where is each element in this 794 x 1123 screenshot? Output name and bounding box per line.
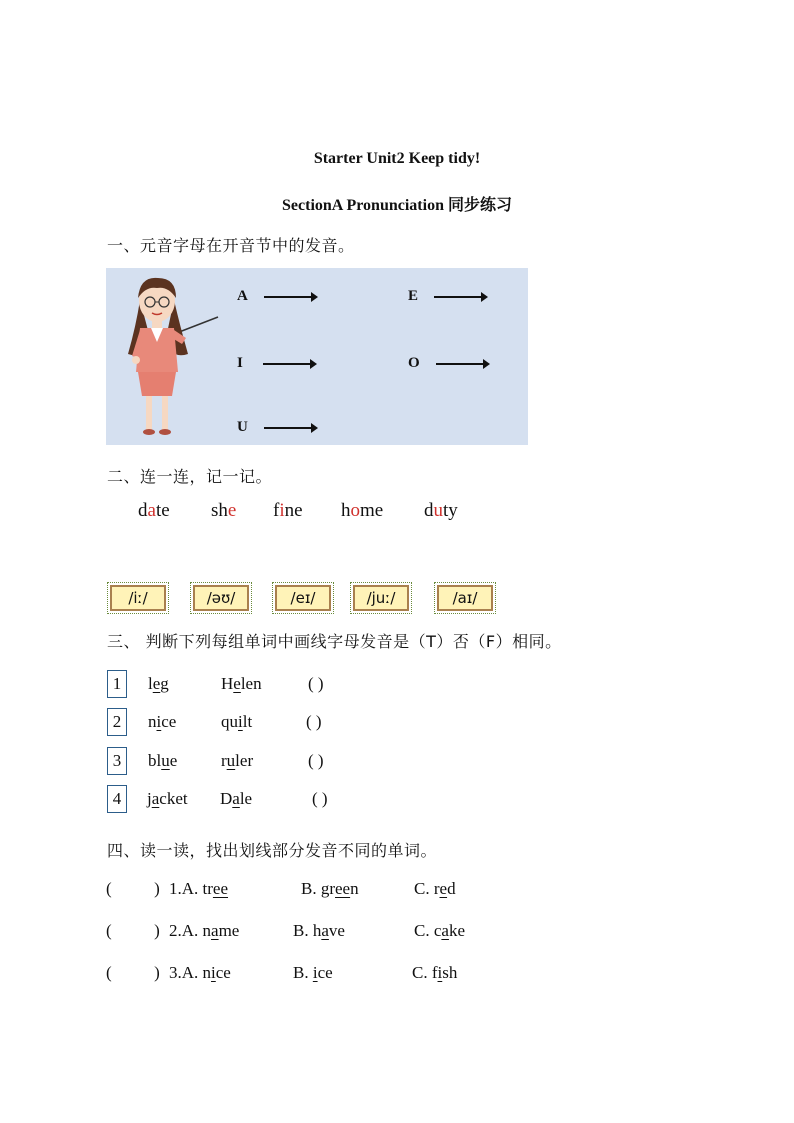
vowel-a: A [237, 288, 248, 304]
item4-word1: jacket [147, 789, 188, 808]
word-she: she [211, 500, 237, 521]
item2-word1: nice [148, 712, 177, 731]
item3-word1: blue [148, 751, 178, 770]
question2-option-a: 2.A. name [169, 921, 240, 940]
section3-heading: 三、 判断下列每组单词中画线字母发音是（T）否（F）相同。 [107, 632, 562, 651]
answer-blank[interactable]: ( ) [306, 712, 322, 731]
vowel-row-a [237, 288, 316, 305]
vowel-panel [106, 268, 528, 445]
phonetic-card[interactable]: /aɪ/ [437, 585, 493, 611]
item4-word2: Dale [220, 789, 253, 808]
vowel-o: O [408, 355, 420, 371]
item-number-box: 2 [107, 708, 127, 736]
phonetic-card[interactable]: /juː/ [353, 585, 409, 611]
page-title: Starter Unit2 Keep tidy! [313, 150, 481, 167]
question2-option-b: B. have [293, 921, 345, 940]
answer-blank[interactable]: ( ) [106, 963, 160, 982]
answer-blank[interactable]: ( ) [106, 921, 160, 940]
vowel-row-o [408, 355, 488, 372]
section1-heading: 一、元音字母在开音节中的发音。 [107, 236, 355, 255]
word-duty: duty [424, 500, 458, 521]
arrow-icon [434, 296, 486, 298]
section2-heading: 二、连一连，记一记。 [107, 467, 273, 486]
vowel-row-i [237, 355, 315, 372]
vowel-row-u [237, 419, 316, 436]
vowel-e: E [408, 288, 419, 304]
item-number-box: 4 [107, 785, 127, 813]
answer-blank[interactable]: ( ) [308, 751, 324, 770]
phonetic-card[interactable]: /eɪ/ [275, 585, 331, 611]
item2-word2: quilt [221, 712, 253, 731]
vowel-i: I [237, 355, 243, 371]
question2-option-c: C. cake [414, 921, 465, 940]
word-fine: fine [273, 500, 303, 521]
vowel-u: U [237, 419, 248, 435]
teacher-illustration [106, 268, 226, 445]
answer-blank[interactable]: ( ) [312, 789, 328, 808]
section4-heading: 四、读一读，找出划线部分发音不同的单词。 [107, 841, 438, 860]
question1-option-c: C. red [414, 879, 456, 898]
question3-option-c: C. fish [412, 963, 458, 982]
answer-blank[interactable]: ( ) [308, 674, 324, 693]
word-date: date [138, 500, 170, 521]
question3-option-a: 3.A. nice [169, 963, 231, 982]
item1-word2: Helen [221, 674, 262, 693]
vowel-row-e [408, 288, 486, 305]
question1-option-b: B. green [301, 879, 359, 898]
item-number-box: 3 [107, 747, 127, 775]
page-subtitle: SectionA Pronunciation 同步练习 [282, 197, 512, 214]
item-number-box: 1 [107, 670, 127, 698]
arrow-icon [264, 427, 316, 429]
arrow-icon [436, 363, 488, 365]
word-home: home [341, 500, 384, 521]
phonetic-card[interactable]: /iː/ [110, 585, 166, 611]
item3-word2: ruler [221, 751, 254, 770]
question3-option-b: B. ice [293, 963, 333, 982]
arrow-icon [263, 363, 315, 365]
item1-word1: leg [148, 674, 169, 693]
answer-blank[interactable]: ( ) [106, 879, 160, 898]
phonetic-card[interactable]: /əʊ/ [193, 585, 249, 611]
arrow-icon [264, 296, 316, 298]
question1-option-a: 1.A. tree [169, 879, 229, 898]
